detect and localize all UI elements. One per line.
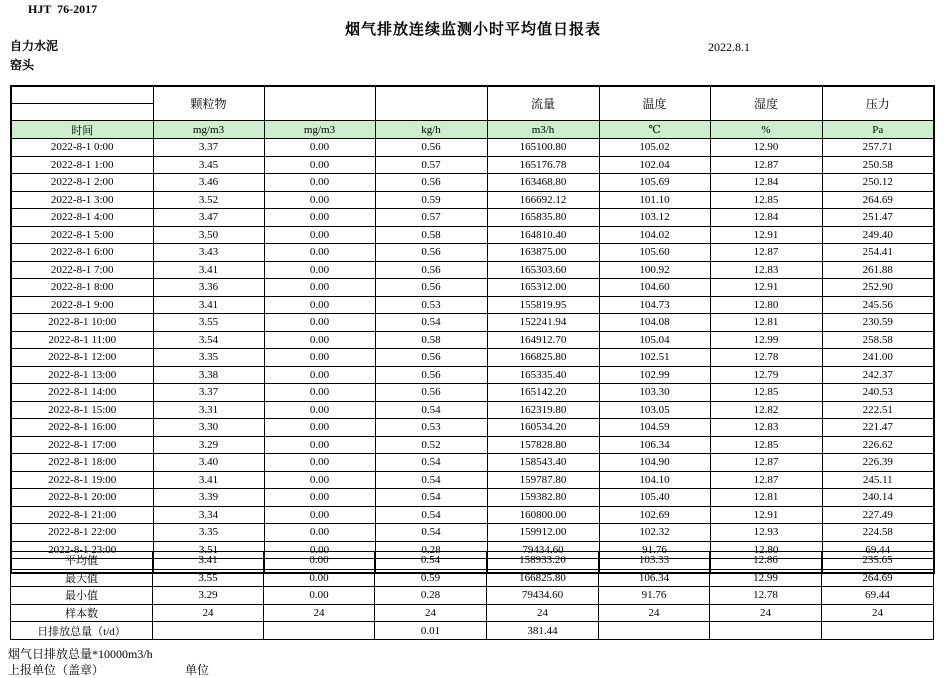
value-cell: 3.55 bbox=[153, 569, 264, 587]
value-cell: 12.99 bbox=[710, 331, 822, 349]
unit-percent: % bbox=[710, 121, 822, 139]
value-cell: 240.14 bbox=[822, 489, 934, 507]
value-cell: 0.56 bbox=[375, 244, 487, 262]
value-cell: 3.45 bbox=[153, 156, 264, 174]
value-cell: 0.00 bbox=[264, 419, 375, 437]
value-cell: 0.54 bbox=[375, 454, 487, 472]
table-row bbox=[11, 279, 934, 297]
table-row bbox=[11, 366, 934, 384]
row-label-cell: 2022-8-1 10:00 bbox=[11, 314, 153, 332]
value-cell: 165312.00 bbox=[487, 279, 599, 297]
table-row bbox=[11, 506, 934, 524]
row-label-cell: 平均值 bbox=[11, 552, 153, 570]
value-cell: 164912.70 bbox=[487, 331, 599, 349]
row-label-cell: 2022-8-1 3:00 bbox=[11, 191, 153, 209]
value-cell: 0.54 bbox=[375, 471, 487, 489]
value-cell: 240.53 bbox=[822, 384, 934, 402]
value-cell: 3.37 bbox=[153, 384, 264, 402]
value-cell: 102.51 bbox=[599, 349, 710, 367]
value-cell bbox=[822, 622, 934, 640]
value-cell: 254.41 bbox=[822, 244, 934, 262]
value-cell: 0.54 bbox=[375, 314, 487, 332]
value-cell: 245.11 bbox=[822, 471, 934, 489]
col-header-pressure: 压力 bbox=[822, 86, 934, 121]
value-cell: 166825.80 bbox=[487, 349, 599, 367]
value-cell: 0.52 bbox=[375, 436, 487, 454]
table-row bbox=[11, 331, 934, 349]
value-cell: 102.04 bbox=[599, 156, 710, 174]
value-cell: 163468.80 bbox=[487, 174, 599, 192]
value-cell: 105.60 bbox=[599, 244, 710, 262]
standard-code: HJT 76-2017 bbox=[28, 2, 98, 16]
value-cell: 158933.20 bbox=[487, 552, 599, 570]
data-rows bbox=[11, 139, 934, 559]
value-cell: 12.81 bbox=[710, 314, 822, 332]
row-label-cell: 2022-8-1 13:00 bbox=[11, 366, 153, 384]
summary-row bbox=[11, 552, 934, 570]
value-cell: 3.36 bbox=[153, 279, 264, 297]
value-cell: 0.28 bbox=[375, 587, 487, 605]
value-cell: 106.34 bbox=[599, 436, 710, 454]
summary-row bbox=[11, 569, 934, 587]
value-cell: 12.91 bbox=[710, 506, 822, 524]
value-cell: 105.02 bbox=[599, 139, 710, 157]
value-cell: 3.29 bbox=[153, 436, 264, 454]
value-cell: 105.04 bbox=[599, 331, 710, 349]
value-cell: 106.34 bbox=[599, 569, 710, 587]
value-cell: 3.54 bbox=[153, 331, 264, 349]
value-cell bbox=[599, 622, 710, 640]
summary-row bbox=[11, 604, 934, 622]
time-header-split-cell bbox=[11, 86, 153, 121]
value-cell: 91.76 bbox=[599, 587, 710, 605]
value-cell: 12.87 bbox=[710, 156, 822, 174]
value-cell: 250.58 bbox=[822, 156, 934, 174]
value-cell: 3.40 bbox=[153, 454, 264, 472]
value-cell: 0.28 bbox=[375, 541, 487, 559]
value-cell: 0.54 bbox=[375, 524, 487, 542]
value-cell: 12.78 bbox=[710, 349, 822, 367]
report-date: 2022.8.1 bbox=[708, 40, 750, 54]
value-cell: 12.99 bbox=[710, 569, 822, 587]
value-cell: 158543.40 bbox=[487, 454, 599, 472]
value-cell: 102.99 bbox=[599, 366, 710, 384]
unit-m3h: m3/h bbox=[487, 121, 599, 139]
value-cell: 165303.60 bbox=[487, 261, 599, 279]
table-row bbox=[11, 261, 934, 279]
value-cell: 3.34 bbox=[153, 506, 264, 524]
value-cell: 249.40 bbox=[822, 226, 934, 244]
value-cell: 381.44 bbox=[487, 622, 599, 640]
value-cell: 24 bbox=[264, 604, 375, 622]
value-cell: 159382.80 bbox=[487, 489, 599, 507]
value-cell: 12.85 bbox=[710, 191, 822, 209]
value-cell: 101.10 bbox=[599, 191, 710, 209]
value-cell: 0.00 bbox=[264, 436, 375, 454]
unit-celsius: ℃ bbox=[599, 121, 710, 139]
row-label-cell: 2022-8-1 12:00 bbox=[11, 349, 153, 367]
value-cell: 69.44 bbox=[822, 587, 934, 605]
value-cell: 3.41 bbox=[153, 471, 264, 489]
row-label-cell: 2022-8-1 1:00 bbox=[11, 156, 153, 174]
value-cell: 165100.80 bbox=[487, 139, 599, 157]
value-cell: 103.30 bbox=[599, 384, 710, 402]
table-row bbox=[11, 524, 934, 542]
value-cell: 104.73 bbox=[599, 296, 710, 314]
table-row bbox=[11, 209, 934, 227]
value-cell: 3.37 bbox=[153, 139, 264, 157]
value-cell: 0.00 bbox=[264, 384, 375, 402]
group-header-row bbox=[11, 86, 934, 121]
value-cell: 0.54 bbox=[375, 401, 487, 419]
value-cell: 0.00 bbox=[264, 139, 375, 157]
value-cell: 0.00 bbox=[264, 156, 375, 174]
value-cell: 24 bbox=[487, 604, 599, 622]
value-cell: 226.39 bbox=[822, 454, 934, 472]
value-cell: 258.58 bbox=[822, 331, 934, 349]
value-cell: 224.58 bbox=[822, 524, 934, 542]
value-cell: 0.56 bbox=[375, 139, 487, 157]
value-cell: 3.29 bbox=[153, 587, 264, 605]
value-cell: 0.57 bbox=[375, 209, 487, 227]
value-cell: 12.87 bbox=[710, 471, 822, 489]
value-cell: 0.00 bbox=[264, 524, 375, 542]
value-cell: 12.86 bbox=[710, 552, 822, 570]
value-cell: 3.46 bbox=[153, 174, 264, 192]
value-cell: 12.90 bbox=[710, 139, 822, 157]
value-cell: 264.69 bbox=[822, 191, 934, 209]
split-cell-top bbox=[12, 87, 153, 104]
row-label-cell: 2022-8-1 15:00 bbox=[11, 401, 153, 419]
value-cell: 104.60 bbox=[599, 279, 710, 297]
value-cell: 0.00 bbox=[264, 296, 375, 314]
value-cell: 12.87 bbox=[710, 244, 822, 262]
value-cell: 241.00 bbox=[822, 349, 934, 367]
value-cell: 162319.80 bbox=[487, 401, 599, 419]
unit-mgm3-2: mg/m3 bbox=[264, 121, 375, 139]
value-cell: 222.51 bbox=[822, 401, 934, 419]
value-cell: 79434.60 bbox=[487, 587, 599, 605]
value-cell: 0.53 bbox=[375, 419, 487, 437]
value-cell: 0.57 bbox=[375, 156, 487, 174]
col-header-humidity: 湿度 bbox=[710, 86, 822, 121]
row-label-cell: 最大值 bbox=[11, 569, 153, 587]
value-cell: 105.40 bbox=[599, 489, 710, 507]
value-cell: 3.41 bbox=[153, 552, 264, 570]
table-row bbox=[11, 156, 934, 174]
value-cell: 0.00 bbox=[264, 226, 375, 244]
value-cell: 160800.00 bbox=[487, 506, 599, 524]
value-cell: 3.38 bbox=[153, 366, 264, 384]
hourly-data-table bbox=[10, 85, 935, 574]
value-cell: 3.30 bbox=[153, 419, 264, 437]
summary-row bbox=[11, 622, 934, 640]
value-cell: 12.85 bbox=[710, 384, 822, 402]
table-row bbox=[11, 454, 934, 472]
value-cell: 3.35 bbox=[153, 349, 264, 367]
value-cell: 102.69 bbox=[599, 506, 710, 524]
value-cell: 0.53 bbox=[375, 296, 487, 314]
value-cell: 12.91 bbox=[710, 279, 822, 297]
row-label-cell: 2022-8-1 11:00 bbox=[11, 331, 153, 349]
row-label-cell: 日排放总量（t/d） bbox=[11, 622, 153, 640]
col-header-empty-3 bbox=[375, 86, 487, 121]
value-cell: 3.31 bbox=[153, 401, 264, 419]
page-title: 烟气排放连续监测小时平均值日报表 bbox=[344, 22, 601, 38]
value-cell: 12.82 bbox=[710, 401, 822, 419]
value-cell: 165142.20 bbox=[487, 384, 599, 402]
table-row bbox=[11, 314, 934, 332]
row-label-cell: 2022-8-1 9:00 bbox=[11, 296, 153, 314]
row-label-cell: 2022-8-1 20:00 bbox=[11, 489, 153, 507]
table-row bbox=[11, 174, 934, 192]
value-cell: 0.01 bbox=[375, 622, 487, 640]
value-cell: 230.59 bbox=[822, 314, 934, 332]
value-cell: 242.37 bbox=[822, 366, 934, 384]
row-label-cell: 2022-8-1 5:00 bbox=[11, 226, 153, 244]
value-cell: 245.56 bbox=[822, 296, 934, 314]
value-cell: 227.49 bbox=[822, 506, 934, 524]
row-label-cell: 2022-8-1 22:00 bbox=[11, 524, 153, 542]
value-cell: 12.84 bbox=[710, 174, 822, 192]
value-cell: 257.71 bbox=[822, 139, 934, 157]
value-cell: 103.33 bbox=[599, 552, 710, 570]
value-cell: 24 bbox=[710, 604, 822, 622]
value-cell: 3.47 bbox=[153, 209, 264, 227]
row-label-cell: 2022-8-1 23:00 bbox=[11, 541, 153, 559]
value-cell: 105.69 bbox=[599, 174, 710, 192]
unit-pa: Pa bbox=[822, 121, 934, 139]
value-cell: 0.56 bbox=[375, 349, 487, 367]
value-cell: 12.84 bbox=[710, 209, 822, 227]
value-cell: 261.88 bbox=[822, 261, 934, 279]
value-cell: 264.69 bbox=[822, 569, 934, 587]
value-cell: 0.59 bbox=[375, 569, 487, 587]
row-label-cell: 2022-8-1 0:00 bbox=[11, 139, 153, 157]
table-row bbox=[11, 226, 934, 244]
value-cell: 3.55 bbox=[153, 314, 264, 332]
value-cell: 24 bbox=[599, 604, 710, 622]
value-cell: 0.54 bbox=[375, 506, 487, 524]
table-row bbox=[11, 471, 934, 489]
row-label-cell: 2022-8-1 21:00 bbox=[11, 506, 153, 524]
value-cell: 12.91 bbox=[710, 226, 822, 244]
value-cell: 0.54 bbox=[375, 552, 487, 570]
value-cell: 3.52 bbox=[153, 191, 264, 209]
value-cell: 0.00 bbox=[264, 244, 375, 262]
value-cell: 0.00 bbox=[264, 279, 375, 297]
value-cell: 0.00 bbox=[264, 454, 375, 472]
value-cell: 0.56 bbox=[375, 366, 487, 384]
value-cell: 0.56 bbox=[375, 261, 487, 279]
row-label-cell: 2022-8-1 14:00 bbox=[11, 384, 153, 402]
row-label-cell: 2022-8-1 16:00 bbox=[11, 419, 153, 437]
value-cell: 102.32 bbox=[599, 524, 710, 542]
value-cell: 104.02 bbox=[599, 226, 710, 244]
value-cell: 12.79 bbox=[710, 366, 822, 384]
monitoring-point: 窑头 bbox=[10, 58, 35, 72]
col-header-empty-2 bbox=[264, 86, 375, 121]
value-cell bbox=[153, 622, 264, 640]
value-cell: 12.80 bbox=[710, 296, 822, 314]
unit-kgh: kg/h bbox=[375, 121, 487, 139]
row-label-cell: 2022-8-1 7:00 bbox=[11, 261, 153, 279]
value-cell: 155819.95 bbox=[487, 296, 599, 314]
col-header-particulate: 颗粒物 bbox=[153, 86, 264, 121]
table-row bbox=[11, 419, 934, 437]
unit-header-row bbox=[11, 121, 934, 139]
value-cell: 3.35 bbox=[153, 524, 264, 542]
col-header-flow: 流量 bbox=[487, 86, 599, 121]
value-cell: 165176.78 bbox=[487, 156, 599, 174]
row-label-cell: 最小值 bbox=[11, 587, 153, 605]
summary-row bbox=[11, 587, 934, 605]
value-cell: 0.00 bbox=[264, 261, 375, 279]
value-cell: 12.85 bbox=[710, 436, 822, 454]
value-cell: 0.58 bbox=[375, 331, 487, 349]
value-cell: 159787.80 bbox=[487, 471, 599, 489]
value-cell: 12.80 bbox=[710, 541, 822, 559]
value-cell: 104.08 bbox=[599, 314, 710, 332]
value-cell: 91.76 bbox=[599, 541, 710, 559]
row-label-cell: 2022-8-1 2:00 bbox=[11, 174, 153, 192]
value-cell: 0.00 bbox=[264, 331, 375, 349]
summary-rows bbox=[11, 552, 934, 640]
row-label-cell: 2022-8-1 17:00 bbox=[11, 436, 153, 454]
value-cell: 12.87 bbox=[710, 454, 822, 472]
value-cell: 164810.40 bbox=[487, 226, 599, 244]
value-cell: 0.00 bbox=[264, 541, 375, 559]
table-row bbox=[11, 436, 934, 454]
value-cell: 0.56 bbox=[375, 384, 487, 402]
value-cell: 250.12 bbox=[822, 174, 934, 192]
value-cell: 0.56 bbox=[375, 174, 487, 192]
value-cell: 104.10 bbox=[599, 471, 710, 489]
value-cell: 226.62 bbox=[822, 436, 934, 454]
value-cell: 0.00 bbox=[264, 191, 375, 209]
value-cell: 152241.94 bbox=[487, 314, 599, 332]
table-row bbox=[11, 191, 934, 209]
row-label-cell: 2022-8-1 19:00 bbox=[11, 471, 153, 489]
value-cell: 0.59 bbox=[375, 191, 487, 209]
value-cell: 79434.60 bbox=[487, 541, 599, 559]
value-cell: 252.90 bbox=[822, 279, 934, 297]
table-row bbox=[11, 489, 934, 507]
value-cell: 12.78 bbox=[710, 587, 822, 605]
value-cell: 235.65 bbox=[822, 552, 934, 570]
value-cell: 0.54 bbox=[375, 489, 487, 507]
value-cell: 0.00 bbox=[264, 314, 375, 332]
value-cell: 165335.40 bbox=[487, 366, 599, 384]
row-label-cell: 样本数 bbox=[11, 604, 153, 622]
value-cell: 0.00 bbox=[264, 569, 375, 587]
footer-total-note: 烟气日排放总量*10000m3/h bbox=[8, 647, 153, 661]
value-cell: 0.00 bbox=[264, 349, 375, 367]
value-cell: 159912.00 bbox=[487, 524, 599, 542]
value-cell: 0.00 bbox=[264, 471, 375, 489]
value-cell: 104.59 bbox=[599, 419, 710, 437]
value-cell: 3.41 bbox=[153, 296, 264, 314]
footer-unit-label: 单位 bbox=[185, 663, 210, 677]
row-label-cell: 2022-8-1 4:00 bbox=[11, 209, 153, 227]
value-cell: 166692.12 bbox=[487, 191, 599, 209]
value-cell: 251.47 bbox=[822, 209, 934, 227]
value-cell: 0.00 bbox=[264, 209, 375, 227]
company-name: 自力水泥 bbox=[10, 39, 59, 53]
time-column-label: 时间 bbox=[11, 121, 153, 139]
value-cell: 0.00 bbox=[264, 366, 375, 384]
value-cell: 0.00 bbox=[264, 587, 375, 605]
value-cell: 69.44 bbox=[822, 541, 934, 559]
row-label-cell: 2022-8-1 8:00 bbox=[11, 279, 153, 297]
value-cell: 0.58 bbox=[375, 226, 487, 244]
value-cell: 3.50 bbox=[153, 226, 264, 244]
value-cell: 24 bbox=[822, 604, 934, 622]
value-cell: 0.00 bbox=[264, 552, 375, 570]
value-cell: 163875.00 bbox=[487, 244, 599, 262]
value-cell: 12.83 bbox=[710, 261, 822, 279]
value-cell: 0.00 bbox=[264, 489, 375, 507]
value-cell: 12.83 bbox=[710, 419, 822, 437]
split-cell-bottom bbox=[12, 104, 153, 120]
value-cell: 157828.80 bbox=[487, 436, 599, 454]
value-cell: 103.12 bbox=[599, 209, 710, 227]
col-header-temperature: 温度 bbox=[599, 86, 710, 121]
footer-reporting-unit: 上报单位（盖章） bbox=[8, 663, 105, 677]
value-cell: 24 bbox=[153, 604, 264, 622]
table-row bbox=[11, 296, 934, 314]
value-cell: 3.39 bbox=[153, 489, 264, 507]
table-row bbox=[11, 384, 934, 402]
value-cell: 12.81 bbox=[710, 489, 822, 507]
value-cell: 100.92 bbox=[599, 261, 710, 279]
row-label-cell: 2022-8-1 18:00 bbox=[11, 454, 153, 472]
unit-mgm3-1: mg/m3 bbox=[153, 121, 264, 139]
value-cell: 0.00 bbox=[264, 401, 375, 419]
value-cell: 0.56 bbox=[375, 279, 487, 297]
value-cell bbox=[710, 622, 822, 640]
value-cell: 103.05 bbox=[599, 401, 710, 419]
value-cell: 3.43 bbox=[153, 244, 264, 262]
value-cell: 0.00 bbox=[264, 506, 375, 524]
table-row bbox=[11, 401, 934, 419]
value-cell: 0.00 bbox=[264, 174, 375, 192]
value-cell: 3.41 bbox=[153, 261, 264, 279]
table-row bbox=[11, 139, 934, 157]
row-label-cell: 2022-8-1 6:00 bbox=[11, 244, 153, 262]
value-cell: 12.93 bbox=[710, 524, 822, 542]
value-cell: 104.90 bbox=[599, 454, 710, 472]
value-cell: 24 bbox=[375, 604, 487, 622]
table-row bbox=[11, 349, 934, 367]
value-cell: 3.51 bbox=[153, 541, 264, 559]
value-cell: 166825.80 bbox=[487, 569, 599, 587]
value-cell: 165835.80 bbox=[487, 209, 599, 227]
value-cell bbox=[264, 622, 375, 640]
table-row bbox=[11, 244, 934, 262]
summary-table bbox=[10, 551, 934, 640]
value-cell: 160534.20 bbox=[487, 419, 599, 437]
value-cell: 221.47 bbox=[822, 419, 934, 437]
